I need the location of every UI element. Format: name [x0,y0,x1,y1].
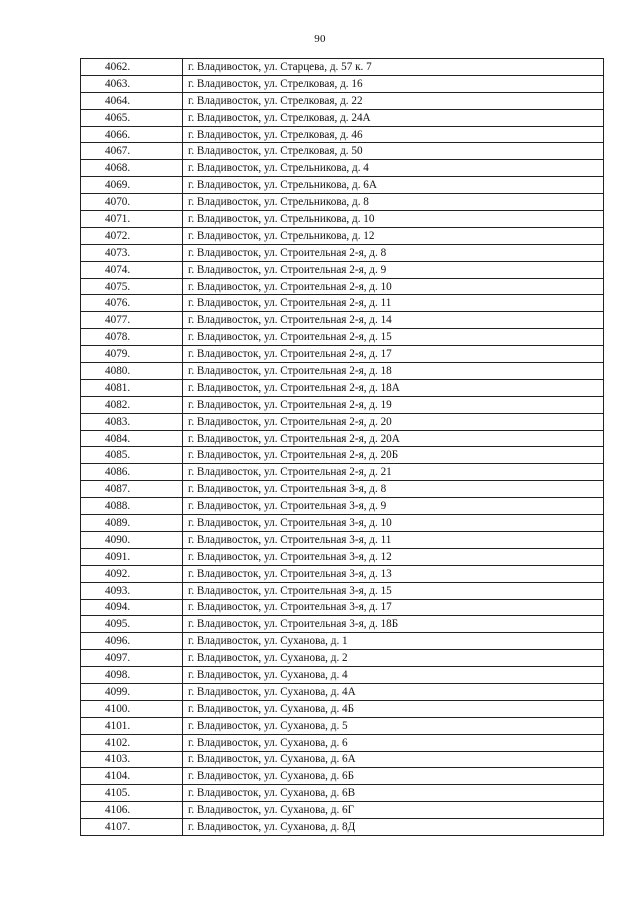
table-row [81,565,604,582]
row-number-cell: 4078. [81,329,183,346]
address-cell: г. Владивосток, ул. Строительная 3-я, д. 10 [183,515,604,532]
row-number-cell: 4062. [81,59,183,76]
table-row [81,430,604,447]
table-row [81,751,604,768]
table-row [81,616,604,633]
table-row [81,667,604,684]
address-cell: г. Владивосток, ул. Строительная 2-я, д. 10 [183,278,604,295]
row-number-cell: 4084. [81,430,183,447]
address-cell: г. Владивосток, ул. Суханова, д. 6Б [183,768,604,785]
row-number-cell: 4065. [81,109,183,126]
table-row [81,447,604,464]
address-cell: г. Владивосток, ул. Строительная 2-я, д. 18А [183,379,604,396]
address-cell: г. Владивосток, ул. Строительная 2-я, д. 9 [183,261,604,278]
address-cell: г. Владивосток, ул. Стрельникова, д. 4 [183,160,604,177]
row-number-cell: 4103. [81,751,183,768]
address-cell: г. Владивосток, ул. Строительная 2-я, д. 20Б [183,447,604,464]
row-number-cell: 4089. [81,515,183,532]
address-cell: г. Владивосток, ул. Стрелковая, д. 50 [183,143,604,160]
table-row [81,785,604,802]
address-cell: г. Владивосток, ул. Строительная 3-я, д. 12 [183,548,604,565]
address-cell: г. Владивосток, ул. Суханова, д. 6Г [183,802,604,819]
row-number-cell: 4082. [81,396,183,413]
table-row [81,59,604,76]
table-row [81,227,604,244]
row-number-cell: 4085. [81,447,183,464]
table-row [81,312,604,329]
row-number-cell: 4098. [81,667,183,684]
address-cell: г. Владивосток, ул. Суханова, д. 6 [183,734,604,751]
row-number-cell: 4106. [81,802,183,819]
row-number-cell: 4104. [81,768,183,785]
row-number-cell: 4086. [81,464,183,481]
address-cell: г. Владивосток, ул. Суханова, д. 6В [183,785,604,802]
table-row [81,143,604,160]
table-row [81,211,604,228]
row-number-cell: 4080. [81,363,183,380]
row-number-cell: 4068. [81,160,183,177]
table-row [81,396,604,413]
row-number-cell: 4092. [81,565,183,582]
address-cell: г. Владивосток, ул. Стрелковая, д. 24А [183,109,604,126]
row-number-cell: 4066. [81,126,183,143]
row-number-cell: 4073. [81,244,183,261]
table-row [81,92,604,109]
table-row [81,464,604,481]
address-cell: г. Владивосток, ул. Суханова, д. 8Д [183,819,604,836]
row-number-cell: 4091. [81,548,183,565]
row-number-cell: 4072. [81,227,183,244]
table-row [81,515,604,532]
table-row [81,278,604,295]
address-cell: г. Владивосток, ул. Стрельникова, д. 12 [183,227,604,244]
row-number-cell: 4074. [81,261,183,278]
address-cell: г. Владивосток, ул. Строительная 3-я, д. 15 [183,582,604,599]
table-row [81,531,604,548]
table-row [81,802,604,819]
address-cell: г. Владивосток, ул. Старцева, д. 57 к. 7 [183,59,604,76]
row-number-cell: 4076. [81,295,183,312]
address-cell: г. Владивосток, ул. Строительная 2-я, д. 20А [183,430,604,447]
address-cell: г. Владивосток, ул. Суханова, д. 4Б [183,700,604,717]
row-number-cell: 4088. [81,498,183,515]
table-row [81,329,604,346]
table-row [81,413,604,430]
address-cell: г. Владивосток, ул. Строительная 2-я, д. 8 [183,244,604,261]
address-cell: г. Владивосток, ул. Строительная 2-я, д. 18 [183,363,604,380]
row-number-cell: 4087. [81,481,183,498]
address-cell: г. Владивосток, ул. Строительная 3-я, д. 17 [183,599,604,616]
address-cell: г. Владивосток, ул. Стрелковая, д. 16 [183,75,604,92]
table-row [81,244,604,261]
row-number-cell: 4095. [81,616,183,633]
table-row [81,160,604,177]
row-number-cell: 4070. [81,194,183,211]
address-cell: г. Владивосток, ул. Суханова, д. 6А [183,751,604,768]
address-cell: г. Владивосток, ул. Стрельникова, д. 10 [183,211,604,228]
row-number-cell: 4100. [81,700,183,717]
address-cell: г. Владивосток, ул. Стрельникова, д. 6А [183,177,604,194]
row-number-cell: 4077. [81,312,183,329]
row-number-cell: 4081. [81,379,183,396]
table-row [81,819,604,836]
row-number-cell: 4083. [81,413,183,430]
row-number-cell: 4105. [81,785,183,802]
table-row [81,650,604,667]
row-number-cell: 4096. [81,633,183,650]
row-number-cell: 4097. [81,650,183,667]
address-register-table [80,58,604,836]
row-number-cell: 4071. [81,211,183,228]
address-cell: г. Владивосток, ул. Строительная 2-я, д. 15 [183,329,604,346]
address-cell: г. Владивосток, ул. Строительная 2-я, д. 11 [183,295,604,312]
address-cell: г. Владивосток, ул. Суханова, д. 4А [183,683,604,700]
address-cell: г. Владивосток, ул. Суханова, д. 5 [183,717,604,734]
row-number-cell: 4094. [81,599,183,616]
address-cell: г. Владивосток, ул. Строительная 2-я, д. 14 [183,312,604,329]
table-row [81,481,604,498]
row-number-cell: 4067. [81,143,183,160]
table-row [81,717,604,734]
row-number-cell: 4090. [81,531,183,548]
row-number-cell: 4107. [81,819,183,836]
row-number-cell: 4064. [81,92,183,109]
address-cell: г. Владивосток, ул. Суханова, д. 4 [183,667,604,684]
table-row [81,363,604,380]
table-row [81,582,604,599]
address-cell: г. Владивосток, ул. Стрелковая, д. 22 [183,92,604,109]
table-row [81,261,604,278]
address-cell: г. Владивосток, ул. Строительная 2-я, д. 19 [183,396,604,413]
page-number: 90 [314,33,326,45]
table-row [81,177,604,194]
address-cell: г. Владивосток, ул. Строительная 3-я, д. 8 [183,481,604,498]
address-cell: г. Владивосток, ул. Строительная 3-я, д. 13 [183,565,604,582]
row-number-cell: 4099. [81,683,183,700]
address-register-body [81,59,604,836]
table-row [81,683,604,700]
table-row [81,379,604,396]
address-cell: г. Владивосток, ул. Суханова, д. 1 [183,633,604,650]
address-cell: г. Владивосток, ул. Стрельникова, д. 8 [183,194,604,211]
row-number-cell: 4069. [81,177,183,194]
table-row [81,109,604,126]
table-row [81,346,604,363]
address-cell: г. Владивосток, ул. Строительная 2-я, д. 21 [183,464,604,481]
table-row [81,599,604,616]
row-number-cell: 4075. [81,278,183,295]
row-number-cell: 4101. [81,717,183,734]
address-cell: г. Владивосток, ул. Строительная 3-я, д. 9 [183,498,604,515]
table-row [81,75,604,92]
row-number-cell: 4102. [81,734,183,751]
table-row [81,768,604,785]
table-row [81,295,604,312]
row-number-cell: 4063. [81,75,183,92]
address-cell: г. Владивосток, ул. Строительная 2-я, д. 17 [183,346,604,363]
table-row [81,734,604,751]
table-row [81,126,604,143]
table-row [81,633,604,650]
address-cell: г. Владивосток, ул. Стрелковая, д. 46 [183,126,604,143]
address-cell: г. Владивосток, ул. Строительная 3-я, д. 18Б [183,616,604,633]
row-number-cell: 4093. [81,582,183,599]
table-row [81,548,604,565]
table-row [81,194,604,211]
address-cell: г. Владивосток, ул. Строительная 2-я, д. 20 [183,413,604,430]
table-row [81,498,604,515]
address-cell: г. Владивосток, ул. Строительная 3-я, д. 11 [183,531,604,548]
row-number-cell: 4079. [81,346,183,363]
address-cell: г. Владивосток, ул. Суханова, д. 2 [183,650,604,667]
table-row [81,700,604,717]
